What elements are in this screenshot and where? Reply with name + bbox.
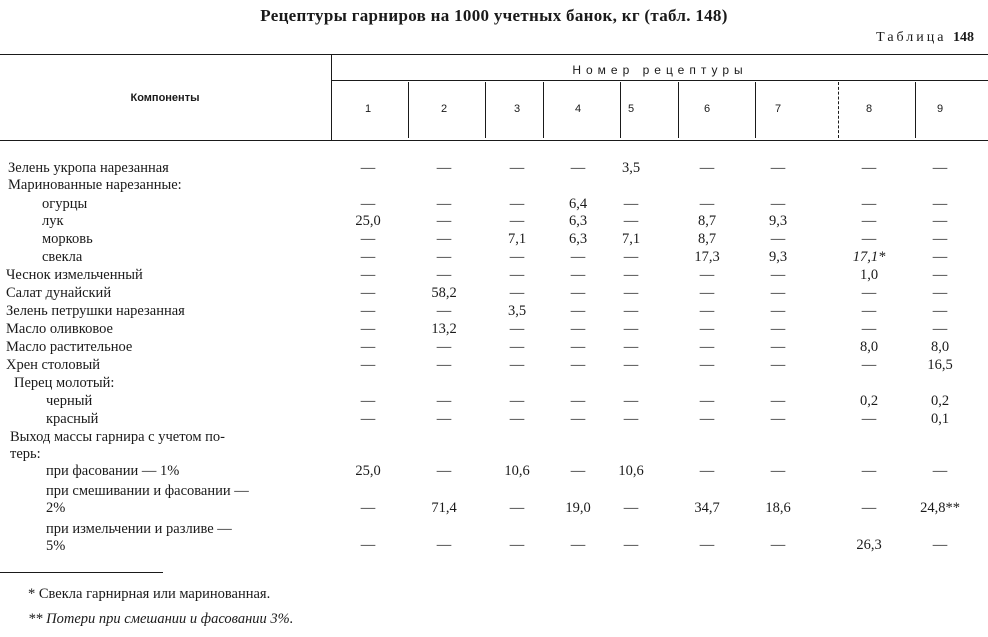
- table-cell: —: [861, 213, 877, 229]
- header-divider: [543, 82, 544, 138]
- table-cell: —: [436, 160, 452, 176]
- table-number-label: [876, 30, 974, 46]
- table-cell: —: [623, 321, 639, 337]
- header-divider: [838, 82, 839, 138]
- table-cell: 10,6: [504, 463, 530, 479]
- table-cell: —: [360, 303, 376, 319]
- table-cell: —: [861, 411, 877, 427]
- row-label: Масло оливковое: [6, 321, 113, 337]
- table-cell: 8,0: [930, 339, 950, 355]
- row-label: красный: [46, 411, 99, 427]
- row-label: 2%: [46, 500, 66, 516]
- table-cell: 10,6: [618, 463, 644, 479]
- table-cell: —: [570, 303, 586, 319]
- table-cell: 25,0: [355, 213, 381, 229]
- table-cell: —: [623, 267, 639, 283]
- row-label: Масло растительное: [6, 339, 133, 355]
- table-cell: —: [699, 411, 715, 427]
- table-cell: —: [861, 303, 877, 319]
- table-cell: —: [932, 267, 948, 283]
- table-cell: 71,4: [431, 500, 457, 516]
- table-cell: —: [509, 213, 525, 229]
- table-cell: —: [436, 303, 452, 319]
- table-cell: —: [436, 357, 452, 373]
- table-cell: 9,3: [768, 213, 788, 229]
- table-cell: 6,3: [568, 213, 588, 229]
- column-number-6: 6: [703, 103, 711, 115]
- table-cell: 8,0: [859, 339, 879, 355]
- column-number-4: 4: [574, 103, 582, 115]
- table-cell: —: [436, 339, 452, 355]
- table-cell: —: [932, 321, 948, 337]
- row-label: Выход массы гарнира с учетом по-: [10, 429, 225, 445]
- table-cell: —: [570, 537, 586, 553]
- row-label: свекла: [42, 249, 83, 265]
- table-cell: —: [509, 411, 525, 427]
- column-number-2: 2: [440, 103, 448, 115]
- table-cell: —: [570, 463, 586, 479]
- row-label: Чеснок измельченный: [6, 267, 143, 283]
- column-number-7: 7: [774, 103, 782, 115]
- table-cell: —: [360, 500, 376, 516]
- table-cell: —: [509, 357, 525, 373]
- table-cell: —: [570, 357, 586, 373]
- table-cell: —: [770, 393, 786, 409]
- row-label: Салат дунайский: [6, 285, 112, 301]
- table-cell: 13,2: [431, 321, 457, 337]
- table-cell: —: [570, 285, 586, 301]
- row-label: при смешивании и фасовании —: [46, 483, 249, 499]
- recipe-number-header: Номер рецептуры: [572, 63, 748, 77]
- table-cell: 6,4: [568, 196, 588, 212]
- table-cell: —: [699, 196, 715, 212]
- table-cell: 34,7: [694, 500, 720, 516]
- table-cell: —: [770, 160, 786, 176]
- table-cell: —: [436, 537, 452, 553]
- row-label: 5%: [46, 538, 66, 554]
- row-label: Перец молотый:: [14, 375, 115, 391]
- table-cell: —: [360, 339, 376, 355]
- table-cell: —: [699, 321, 715, 337]
- table-cell: —: [436, 249, 452, 265]
- table-cell: —: [932, 285, 948, 301]
- table-cell: —: [770, 463, 786, 479]
- footnote-rule: [0, 572, 163, 573]
- table-cell: —: [623, 357, 639, 373]
- table-cell: —: [509, 393, 525, 409]
- table-cell: 9,3: [768, 249, 788, 265]
- table-cell: 17,1*: [852, 249, 886, 265]
- table-cell: —: [570, 321, 586, 337]
- column-number-9: 9: [936, 103, 944, 115]
- table-cell: —: [770, 285, 786, 301]
- row-label: черный: [46, 393, 93, 409]
- table-cell: —: [570, 393, 586, 409]
- table-cell: —: [509, 339, 525, 355]
- table-cell: —: [360, 249, 376, 265]
- table-cell: —: [770, 411, 786, 427]
- table-cell: —: [360, 285, 376, 301]
- table-cell: —: [861, 285, 877, 301]
- table-cell: —: [699, 357, 715, 373]
- table-cell: —: [699, 463, 715, 479]
- table-cell: —: [623, 303, 639, 319]
- table-cell: —: [570, 160, 586, 176]
- row-label: Маринованные нарезанные:: [8, 177, 182, 193]
- table-cell: —: [699, 285, 715, 301]
- table-cell: 24,8**: [920, 500, 960, 516]
- table-cell: —: [570, 249, 586, 265]
- table-cell: —: [509, 285, 525, 301]
- table-cell: —: [360, 267, 376, 283]
- row-label: морковь: [42, 231, 93, 247]
- table-cell: —: [932, 160, 948, 176]
- row-label: Хрен столовый: [6, 357, 101, 373]
- table-cell: 6,3: [568, 231, 588, 247]
- table-cell: —: [623, 393, 639, 409]
- table-cell: 8,7: [697, 213, 717, 229]
- table-cell: 19,0: [565, 500, 591, 516]
- row-label: Зелень петрушки нарезанная: [6, 303, 185, 319]
- table-cell: —: [932, 196, 948, 212]
- table-cell: —: [932, 231, 948, 247]
- table-cell: —: [770, 231, 786, 247]
- table-cell: —: [932, 213, 948, 229]
- table-cell: —: [861, 160, 877, 176]
- table-cell: —: [623, 339, 639, 355]
- table-cell: 1,0: [859, 267, 879, 283]
- table-cell: 8,7: [697, 231, 717, 247]
- table-cell: —: [861, 500, 877, 516]
- table-cell: —: [770, 537, 786, 553]
- table-cell: —: [570, 267, 586, 283]
- table-cell: 58,2: [431, 285, 457, 301]
- header-divider: [678, 82, 679, 138]
- table-cell: —: [436, 213, 452, 229]
- table-label: Таблица: [876, 30, 947, 45]
- table-cell: —: [861, 357, 877, 373]
- header-divider: [915, 82, 916, 138]
- table-cell: —: [360, 196, 376, 212]
- table-cell: —: [623, 537, 639, 553]
- footnote-1: * Свекла гарнирная или маринованная.: [28, 586, 271, 602]
- header-divider: [755, 82, 756, 138]
- table-cell: —: [623, 196, 639, 212]
- footnote-2: ** Потери при смешании и фасовании 3%.: [28, 611, 294, 627]
- table-cell: —: [436, 463, 452, 479]
- column-number-1: 1: [364, 103, 372, 115]
- table-cell: —: [699, 303, 715, 319]
- table-cell: —: [623, 285, 639, 301]
- table-cell: —: [570, 339, 586, 355]
- table-cell: 0,2: [859, 393, 879, 409]
- table-cell: 7,1: [507, 231, 527, 247]
- table-cell: —: [623, 411, 639, 427]
- table-cell: —: [932, 537, 948, 553]
- row-label: при фасовании — 1%: [46, 463, 180, 479]
- table-cell: —: [436, 231, 452, 247]
- table-cell: —: [770, 196, 786, 212]
- table-cell: —: [699, 160, 715, 176]
- table-cell: —: [509, 267, 525, 283]
- table-cell: —: [436, 196, 452, 212]
- table-cell: —: [932, 463, 948, 479]
- header-divider: [408, 82, 409, 138]
- table-cell: 0,2: [930, 393, 950, 409]
- header-divider: [485, 82, 486, 138]
- table-cell: —: [509, 160, 525, 176]
- table-cell: 26,3: [856, 537, 882, 553]
- table-cell: —: [861, 196, 877, 212]
- table-cell: —: [770, 339, 786, 355]
- table-cell: —: [436, 393, 452, 409]
- table-cell: —: [699, 537, 715, 553]
- row-label: огурцы: [42, 196, 88, 212]
- table-cell: —: [509, 537, 525, 553]
- table-cell: —: [699, 393, 715, 409]
- column-number-3: 3: [513, 103, 521, 115]
- column-number-8: 8: [865, 103, 873, 115]
- table-top-rule: [0, 54, 988, 55]
- table-cell: 18,6: [765, 500, 791, 516]
- table-cell: 16,5: [927, 357, 953, 373]
- table-cell: 3,5: [507, 303, 527, 319]
- table-cell: —: [699, 267, 715, 283]
- table-cell: 17,3: [694, 249, 720, 265]
- table-cell: 3,5: [621, 160, 641, 176]
- table-cell: —: [932, 303, 948, 319]
- row-label: Зелень укропа нарезанная: [8, 160, 169, 176]
- row-label: терь:: [10, 446, 41, 462]
- table-cell: —: [770, 303, 786, 319]
- table-cell: —: [623, 213, 639, 229]
- table-cell: —: [699, 339, 715, 355]
- table-cell: —: [360, 393, 376, 409]
- table-cell: —: [570, 411, 586, 427]
- table-cell: —: [932, 249, 948, 265]
- table-cell: 7,1: [621, 231, 641, 247]
- table-cell: —: [770, 321, 786, 337]
- table-cell: —: [360, 411, 376, 427]
- table-cell: —: [436, 267, 452, 283]
- table-cell: —: [861, 231, 877, 247]
- table-cell: —: [770, 357, 786, 373]
- table-cell: —: [360, 321, 376, 337]
- table-cell: —: [360, 231, 376, 247]
- row-label: лук: [42, 213, 64, 229]
- table-cell: —: [861, 463, 877, 479]
- header-bottom-rule: [0, 140, 988, 141]
- table-cell: —: [861, 321, 877, 337]
- row-label: при измельчении и разливе —: [46, 521, 232, 537]
- table-cell: —: [509, 321, 525, 337]
- table-cell: —: [360, 160, 376, 176]
- table-cell: 25,0: [355, 463, 381, 479]
- table-cell: 0,1: [930, 411, 950, 427]
- table-cell: —: [509, 249, 525, 265]
- table-cell: —: [623, 249, 639, 265]
- table-cell: —: [509, 196, 525, 212]
- table-cell: —: [360, 357, 376, 373]
- table-cell: —: [770, 267, 786, 283]
- components-header: Компоненты: [130, 92, 200, 104]
- header-sub-rule: [331, 80, 988, 81]
- table-number: 148: [953, 30, 974, 45]
- column-number-5: 5: [627, 103, 635, 115]
- table-cell: —: [436, 411, 452, 427]
- table-title: Рецептуры гарниров на 1000 учетных банок, кг (табл. 148): [260, 6, 728, 25]
- table-cell: —: [360, 537, 376, 553]
- table-cell: —: [509, 500, 525, 516]
- table-cell: —: [623, 500, 639, 516]
